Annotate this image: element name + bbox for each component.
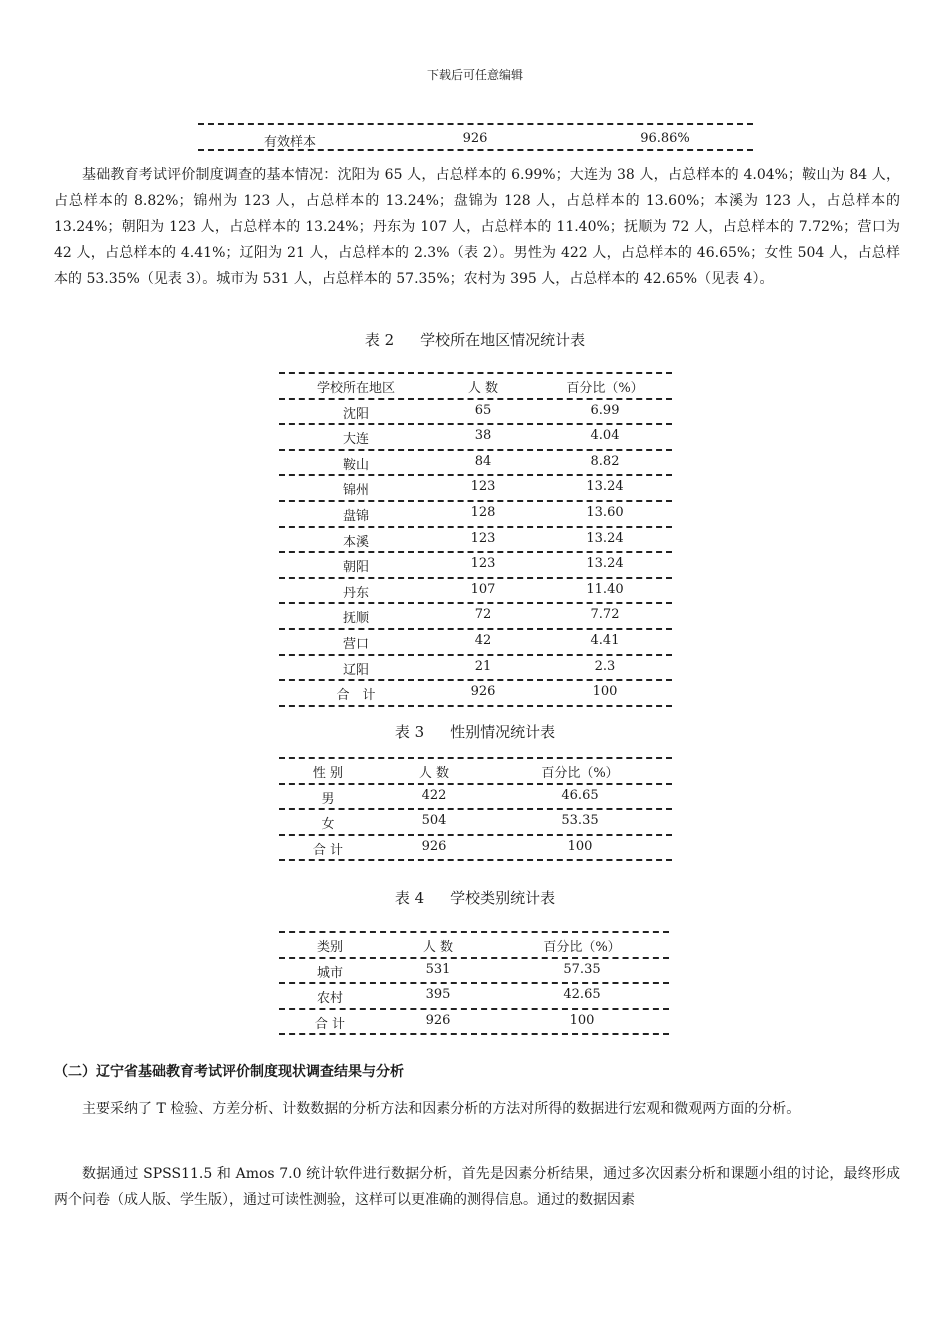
table-rule	[279, 1008, 669, 1010]
table-cell: 13.24	[586, 530, 624, 546]
table-cell: 13.60	[586, 505, 624, 520]
table-cell: 丹东	[342, 585, 369, 601]
table-cell: 2.3	[594, 658, 616, 674]
table-cell: 女	[321, 817, 335, 833]
table-rule	[279, 449, 672, 451]
table-cell: 13.24	[586, 556, 624, 572]
table-rule	[279, 679, 672, 681]
table-cell: 123	[470, 479, 496, 495]
table-cell: 鞍山	[342, 457, 369, 473]
table-cell: 504	[421, 813, 447, 829]
table-cell: 4.04	[590, 428, 620, 444]
table-header-cell: 人 数	[418, 766, 450, 781]
table2-caption	[0, 329, 950, 350]
table-cell: 本溪	[342, 534, 369, 550]
table-rule	[279, 474, 672, 476]
table-header-cell: 学校所在地区	[316, 381, 395, 396]
table-cell: 合 计	[336, 688, 376, 704]
table-cell: 84	[474, 453, 492, 469]
table-cell: 42	[474, 633, 492, 648]
table-cell: 128	[470, 505, 496, 520]
table-rule	[279, 398, 672, 400]
table-rule	[279, 859, 672, 861]
top-row-count: 926	[462, 131, 488, 146]
table4-caption-title: 学校类别统计表	[450, 889, 556, 907]
table-cell: 合 计	[312, 842, 344, 858]
table-rule	[279, 526, 672, 528]
table-rule	[279, 783, 672, 785]
table-cell: 926	[425, 1012, 451, 1028]
table-rule	[279, 705, 672, 707]
table-cell: 46.65	[561, 787, 599, 803]
table-cell: 107	[470, 581, 496, 597]
table-rule	[279, 500, 672, 502]
table-cell: 6.99	[590, 402, 620, 418]
table-header-cell: 百分比（%）	[543, 940, 621, 955]
table-cell: 沈阳	[342, 406, 369, 422]
table-cell: 531	[425, 961, 451, 977]
table-header-cell: 百分比（%）	[541, 766, 619, 781]
table-cell: 农村	[316, 991, 343, 1007]
table-rule	[279, 982, 669, 984]
table-cell: 123	[470, 556, 496, 572]
paragraph-basic-info: 基础教育考试评价制度调查的基本情况：沈阳为 65 人，占总样本的 6.99%；大连为 38 人，占总样本的 4.04%；鞍山为 84 人，占总样本的 8.82%；锦州为 123 人，占总样本的 13.24%；盘锦为 128 人，占总样本的 13.60%；本溪为 123 人，占总样本的 13.24%；朝阳为 123 人，占总样本的 13.24%；丹东为 107 人，占总样本的 11.40%；抚顺为 72 人，占总样本的 7.72%；营口为 42 人，占总样本的 4.41%；辽阳为 21 人，占总样本的 2.3%（表 2）。男性为 422 人，占总样本的 46.65%；女性 504 人，占总样本的 53.35%（见表 3）。城市为 531 人，占总样本的 57.35%；农村为 395 人，占总样本的 42.65%（见表 4）。	[54, 167, 900, 287]
table-cell: 57.35	[563, 961, 601, 977]
table-cell: 男	[321, 791, 335, 807]
table-rule	[279, 808, 672, 810]
table-cell: 11.40	[586, 581, 624, 597]
table-cell: 合 计	[314, 1016, 346, 1032]
table-rule	[279, 551, 672, 553]
table-cell: 8.82	[590, 453, 620, 469]
table-cell: 65	[474, 402, 492, 418]
table-cell: 38	[474, 428, 492, 444]
table-header-cell: 类别	[316, 940, 343, 955]
table-rule	[279, 654, 672, 656]
table-cell: 21	[474, 658, 492, 674]
table-cell: 7.72	[590, 607, 620, 623]
table-cell: 123	[470, 530, 496, 546]
table2-caption-number: 表 2	[364, 331, 395, 349]
table-rule	[198, 149, 753, 151]
table-rule	[279, 602, 672, 604]
table-cell: 大连	[342, 432, 369, 448]
table-cell: 盘锦	[342, 509, 369, 524]
table-cell: 抚顺	[342, 611, 369, 627]
table-cell: 72	[474, 607, 492, 623]
table-rule	[279, 1033, 669, 1035]
table3-caption-title: 性别情况统计表	[450, 723, 556, 741]
table3-caption	[0, 721, 950, 742]
top-row-label: 有效样本	[263, 135, 316, 150]
top-row-percent: 96.86%	[640, 131, 690, 146]
table2-caption-title: 学校所在地区情况统计表	[420, 331, 586, 349]
table-cell: 926	[470, 684, 496, 700]
table-cell: 395	[425, 987, 451, 1003]
table-rule	[279, 957, 669, 959]
table-rule	[198, 123, 753, 125]
table-rule	[279, 834, 672, 836]
table-cell: 42.65	[563, 987, 601, 1003]
table-cell: 100	[569, 1012, 595, 1028]
table-header-cell: 人 数	[422, 940, 454, 955]
table-cell: 辽阳	[342, 662, 369, 678]
table-rule	[279, 931, 669, 933]
table4-caption-number: 表 4	[394, 889, 425, 907]
table-cell: 926	[421, 838, 447, 854]
table-cell: 13.24	[586, 479, 624, 495]
table-cell: 100	[567, 838, 593, 854]
table-rule	[279, 577, 672, 579]
table-rule	[279, 628, 672, 630]
table-rule	[279, 372, 672, 374]
table-rule	[279, 423, 672, 425]
table-rule	[279, 757, 672, 759]
table-cell: 营口	[342, 637, 369, 652]
paragraph-methods: 主要采纳了 T 检验、方差分析、计数数据的分析方法和因素分析的方法对所得的数据进行宏观和微观两方面的分析。	[82, 1101, 801, 1117]
table-cell: 城市	[316, 965, 343, 981]
page-header: 下载后可任意编辑	[426, 68, 523, 82]
table-cell: 100	[592, 684, 618, 700]
section-heading: （二）辽宁省基础教育考试评价制度现状调查结果与分析	[54, 1064, 404, 1080]
table-header-cell: 百分比（%）	[566, 381, 644, 396]
table-header-cell: 人 数	[467, 381, 499, 396]
table3-caption-number: 表 3	[394, 723, 425, 741]
table-cell: 422	[421, 787, 447, 803]
table4-caption	[0, 887, 950, 908]
table-header-cell: 性 别	[312, 766, 344, 781]
table-cell: 53.35	[561, 813, 599, 829]
table-cell: 锦州	[342, 483, 369, 499]
table-cell: 朝阳	[342, 560, 369, 576]
paragraph-data-analysis: 数据通过 SPSS11.5 和 Amos 7.0 统计软件进行数据分析，首先是因素分析结果，通过多次因素分析和课题小组的讨论，最终形成两个问卷（成人版、学生版），通过可读性测验，这样可以更准确的测得信息。通过的数据因素	[54, 1166, 900, 1208]
table-cell: 4.41	[590, 633, 620, 648]
